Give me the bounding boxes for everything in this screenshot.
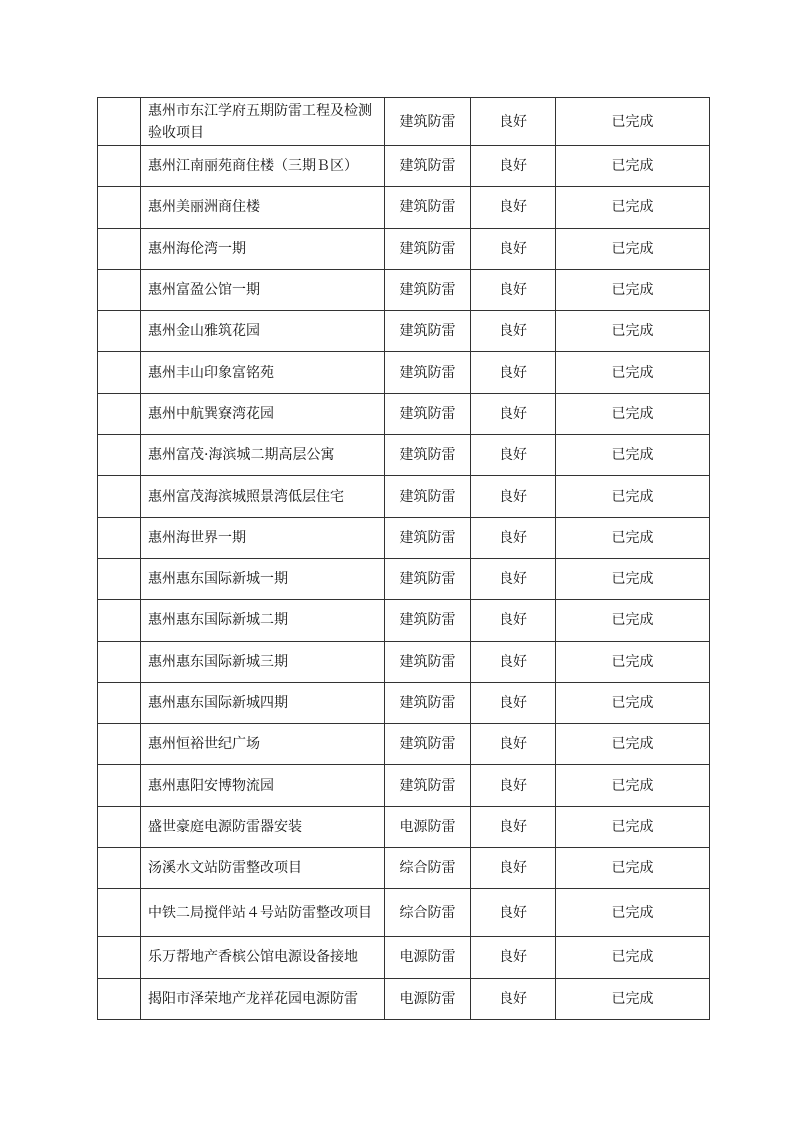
quality-cell: 良好	[471, 269, 556, 310]
table-row	[98, 600, 710, 641]
table-row	[98, 311, 710, 352]
project-name-cell: 惠州富茂海滨城照景湾低层住宅	[141, 476, 385, 517]
project-type-cell: 建筑防雷	[385, 476, 471, 517]
row-index-cell	[98, 558, 141, 599]
quality-cell: 良好	[471, 311, 556, 352]
project-name-cell: 惠州富茂·海滨城二期高层公寓	[141, 435, 385, 476]
quality-cell: 良好	[471, 517, 556, 558]
status-cell: 已完成	[556, 682, 710, 723]
project-name-cell: 惠州惠东国际新城四期	[141, 682, 385, 723]
status-cell: 已完成	[556, 765, 710, 806]
project-type-cell: 建筑防雷	[385, 724, 471, 765]
quality-cell: 良好	[471, 98, 556, 146]
row-index-cell	[98, 187, 141, 228]
project-name-cell: 惠州丰山印象富铭苑	[141, 352, 385, 393]
row-index-cell	[98, 682, 141, 723]
table-row	[98, 435, 710, 476]
project-name-cell: 惠州恒裕世纪广场	[141, 724, 385, 765]
row-index-cell	[98, 146, 141, 187]
status-cell: 已完成	[556, 393, 710, 434]
quality-cell: 良好	[471, 806, 556, 847]
quality-cell: 良好	[471, 682, 556, 723]
status-cell: 已完成	[556, 187, 710, 228]
project-type-cell: 电源防雷	[385, 978, 471, 1019]
project-name-cell: 惠州惠东国际新城一期	[141, 558, 385, 599]
project-name-cell: 惠州惠阳安博物流园	[141, 765, 385, 806]
project-name-cell: 盛世豪庭电源防雷器安装	[141, 806, 385, 847]
project-type-cell: 建筑防雷	[385, 311, 471, 352]
project-name-cell: 中铁二局搅伴站４号站防雷整改项目	[141, 889, 385, 937]
table-row	[98, 146, 710, 187]
row-index-cell	[98, 641, 141, 682]
table-row	[98, 476, 710, 517]
project-name-cell: 惠州惠东国际新城三期	[141, 641, 385, 682]
project-type-cell: 综合防雷	[385, 889, 471, 937]
table-row	[98, 228, 710, 269]
project-name-cell: 惠州富盈公馆一期	[141, 269, 385, 310]
project-name-cell: 惠州金山雅筑花园	[141, 311, 385, 352]
status-cell: 已完成	[556, 724, 710, 765]
project-name-cell: 乐万帮地产香槟公馆电源设备接地	[141, 937, 385, 978]
row-index-cell	[98, 476, 141, 517]
table-row	[98, 269, 710, 310]
status-cell: 已完成	[556, 889, 710, 937]
table-row	[98, 978, 710, 1019]
status-cell: 已完成	[556, 937, 710, 978]
table-row	[98, 187, 710, 228]
project-type-cell: 建筑防雷	[385, 765, 471, 806]
project-name-cell: 惠州中航巽寮湾花园	[141, 393, 385, 434]
row-index-cell	[98, 724, 141, 765]
project-type-cell: 综合防雷	[385, 848, 471, 889]
status-cell: 已完成	[556, 435, 710, 476]
quality-cell: 良好	[471, 187, 556, 228]
project-type-cell: 建筑防雷	[385, 517, 471, 558]
quality-cell: 良好	[471, 765, 556, 806]
project-name-cell: 惠州市东江学府五期防雷工程及检测验收项目	[141, 98, 385, 146]
project-name-cell: 惠州海伦湾一期	[141, 228, 385, 269]
row-index-cell	[98, 98, 141, 146]
row-index-cell	[98, 978, 141, 1019]
row-index-cell	[98, 600, 141, 641]
table-row	[98, 889, 710, 937]
table-row	[98, 937, 710, 978]
status-cell: 已完成	[556, 806, 710, 847]
status-cell: 已完成	[556, 641, 710, 682]
table-row	[98, 98, 710, 146]
project-name-cell: 揭阳市泽荣地产龙祥花园电源防雷	[141, 978, 385, 1019]
table-row	[98, 765, 710, 806]
table-row	[98, 558, 710, 599]
row-index-cell	[98, 889, 141, 937]
status-cell: 已完成	[556, 98, 710, 146]
row-index-cell	[98, 517, 141, 558]
project-type-cell: 建筑防雷	[385, 98, 471, 146]
project-type-cell: 电源防雷	[385, 937, 471, 978]
status-cell: 已完成	[556, 269, 710, 310]
table-row	[98, 848, 710, 889]
quality-cell: 良好	[471, 146, 556, 187]
quality-cell: 良好	[471, 476, 556, 517]
row-index-cell	[98, 269, 141, 310]
project-type-cell: 建筑防雷	[385, 600, 471, 641]
row-index-cell	[98, 352, 141, 393]
project-name-cell: 惠州美丽洲商住楼	[141, 187, 385, 228]
table-row	[98, 352, 710, 393]
project-table-body	[98, 98, 710, 1020]
status-cell: 已完成	[556, 228, 710, 269]
quality-cell: 良好	[471, 641, 556, 682]
project-type-cell: 建筑防雷	[385, 682, 471, 723]
row-index-cell	[98, 435, 141, 476]
table-row	[98, 393, 710, 434]
row-index-cell	[98, 806, 141, 847]
project-type-cell: 建筑防雷	[385, 352, 471, 393]
quality-cell: 良好	[471, 600, 556, 641]
status-cell: 已完成	[556, 517, 710, 558]
project-type-cell: 建筑防雷	[385, 558, 471, 599]
quality-cell: 良好	[471, 435, 556, 476]
table-row	[98, 682, 710, 723]
row-index-cell	[98, 393, 141, 434]
project-type-cell: 建筑防雷	[385, 146, 471, 187]
quality-cell: 良好	[471, 848, 556, 889]
row-index-cell	[98, 311, 141, 352]
project-name-cell: 汤溪水文站防雷整改项目	[141, 848, 385, 889]
status-cell: 已完成	[556, 311, 710, 352]
quality-cell: 良好	[471, 228, 556, 269]
quality-cell: 良好	[471, 978, 556, 1019]
status-cell: 已完成	[556, 558, 710, 599]
project-name-cell: 惠州海世界一期	[141, 517, 385, 558]
row-index-cell	[98, 937, 141, 978]
project-table	[97, 97, 710, 1020]
table-row	[98, 806, 710, 847]
table-row	[98, 641, 710, 682]
project-name-cell: 惠州江南丽苑商住楼（三期Ｂ区）	[141, 146, 385, 187]
status-cell: 已完成	[556, 600, 710, 641]
row-index-cell	[98, 848, 141, 889]
table-row	[98, 724, 710, 765]
quality-cell: 良好	[471, 937, 556, 978]
status-cell: 已完成	[556, 352, 710, 393]
status-cell: 已完成	[556, 476, 710, 517]
table-row	[98, 517, 710, 558]
project-type-cell: 建筑防雷	[385, 269, 471, 310]
status-cell: 已完成	[556, 978, 710, 1019]
quality-cell: 良好	[471, 889, 556, 937]
project-type-cell: 建筑防雷	[385, 641, 471, 682]
quality-cell: 良好	[471, 393, 556, 434]
row-index-cell	[98, 765, 141, 806]
status-cell: 已完成	[556, 848, 710, 889]
project-type-cell: 建筑防雷	[385, 228, 471, 269]
status-cell: 已完成	[556, 146, 710, 187]
project-name-cell: 惠州惠东国际新城二期	[141, 600, 385, 641]
project-type-cell: 建筑防雷	[385, 435, 471, 476]
project-type-cell: 建筑防雷	[385, 393, 471, 434]
quality-cell: 良好	[471, 352, 556, 393]
project-type-cell: 电源防雷	[385, 806, 471, 847]
row-index-cell	[98, 228, 141, 269]
quality-cell: 良好	[471, 558, 556, 599]
project-type-cell: 建筑防雷	[385, 187, 471, 228]
quality-cell: 良好	[471, 724, 556, 765]
